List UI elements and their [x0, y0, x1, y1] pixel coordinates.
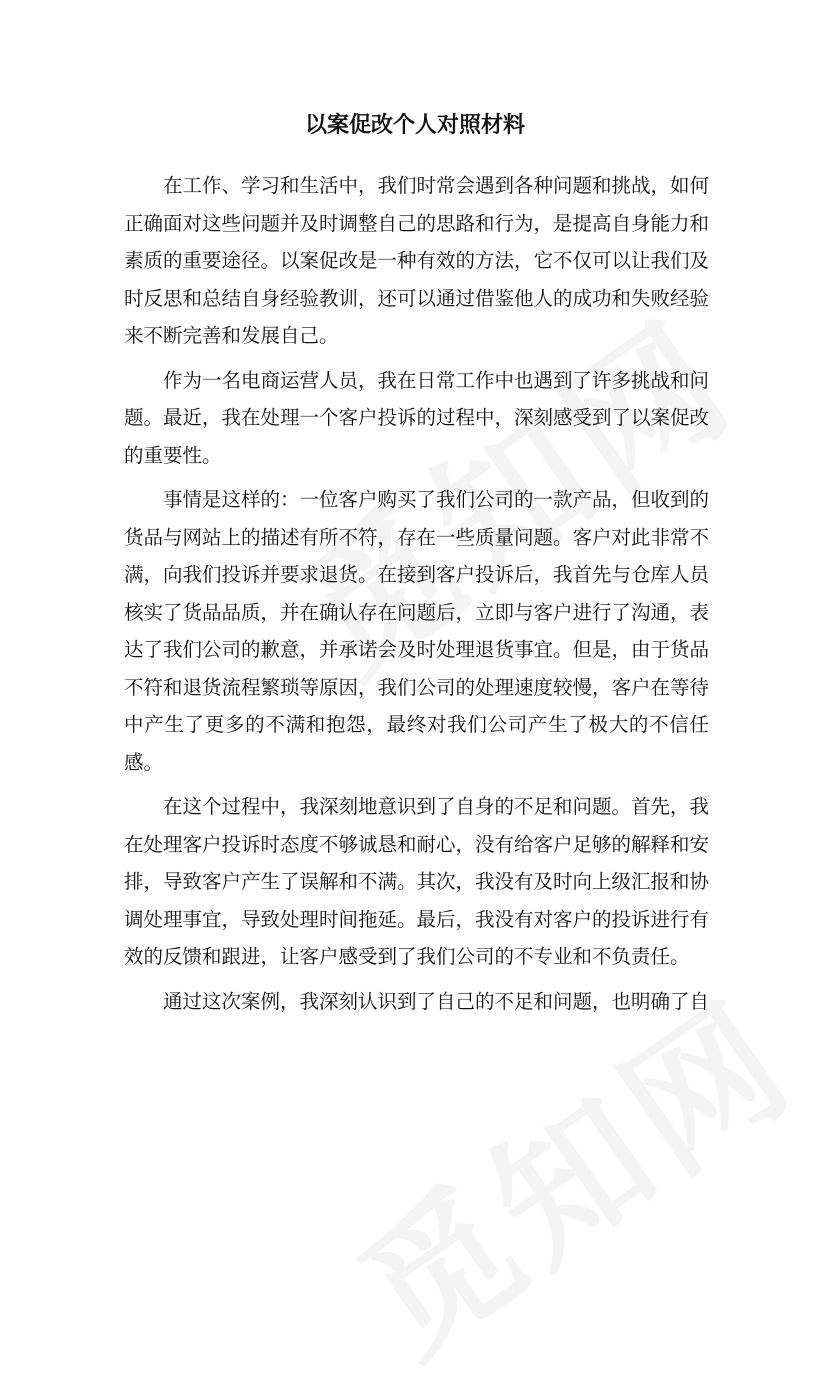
- paragraph-5: 通过这次案例，我深刻认识到了自己的不足和问题，也明确了自: [163, 989, 710, 1013]
- paragraph-2: 作为一名电商运营人员，我在日常工作中也遇到了许多挑战和问题。最近，我在处理一个客户投诉的过程中，深刻感受到了以案促改的重要性。: [124, 368, 710, 467]
- paragraph-4: 在这个过程中，我深刻地意识到了自身的不足和问题。首先，我在处理客户投诉时态度不够诚恳和耐心，没有给客户足够的解释和安排，导致客户产生了误解和不满。其次，我没有及时向上级汇报和协调处理事宜，导致处理时间拖延。最后，我没有对客户的投诉进行有效的反馈和跟进，让客户感受到了我们公司的不专业和不负责任。: [124, 795, 710, 968]
- paragraph-1: 在工作、学习和生活中，我们时常会遇到各种问题和挑战，如何正确面对这些问题并及时调整自己的思路和行为，是提高自身能力和素质的重要途径。以案促改是一种有效的方法，它不仅可以让我们及时反思和总结自身经验教训，还可以通过借鉴他人的成功和失败经验来不断完善和发展自己。: [124, 174, 710, 347]
- document-body: [124, 167, 709, 1027]
- document-title: 以案促改个人对照材料: [304, 112, 525, 138]
- paragraph-3: 事情是这样的：一位客户购买了我们公司的一款产品，但收到的货品与网站上的描述有所不符，存在一些质量问题。客户对此非常不满，向我们投诉并要求退货。在接到客户投诉后，我首先与仓库人员核实了货品品质，并在确认存在问题后，立即与客户进行了沟通，表达了我们公司的歉意，并承诺会及时处理退货事宜。但是，由于货品不符和退货流程繁琐等原因，我们公司的处理速度较慢，客户在等待中产生了更多的不满和抱怨，最终对我们公司产生了极大的不信任感。: [124, 488, 710, 774]
